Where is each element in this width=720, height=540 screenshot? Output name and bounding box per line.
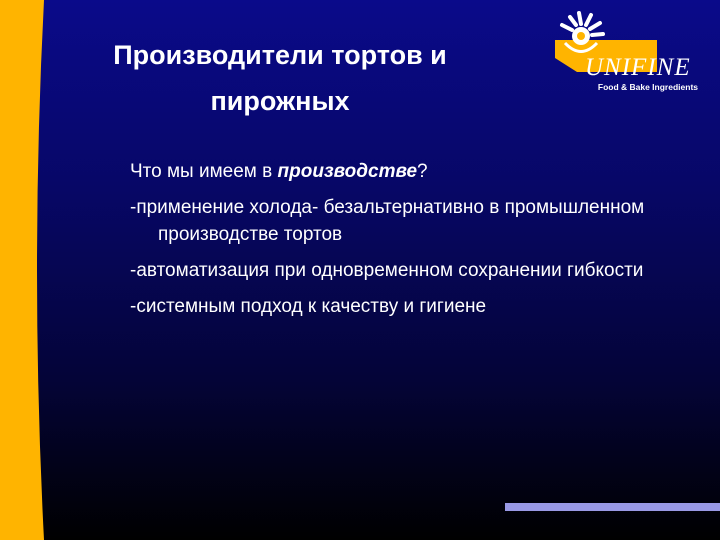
intro-line [130, 158, 650, 185]
intro-text: Что мы имеем в [130, 161, 278, 182]
title-line-1: Производители тортов и [113, 40, 447, 70]
slide-body [130, 158, 650, 329]
title-line-2: пирожных [210, 86, 350, 116]
bullet-item: -применение холода- безальтернативно в промышленном производстве тортов [130, 197, 645, 245]
unifine-logo [555, 10, 700, 100]
bullet-item: -автоматизация при одновременном сохранении гибкости [130, 260, 644, 281]
left-orange-band [0, 0, 60, 540]
slide-title [70, 32, 490, 124]
logo-wordmark: UNIFINE [585, 54, 691, 81]
intro-question-mark: ? [417, 161, 428, 182]
intro-emphasis: производстве [277, 161, 418, 182]
bottom-accent-rule [505, 503, 720, 511]
logo-tagline: Food & Bake Ingredients [597, 82, 698, 92]
bullet-item: -системным подход к качеству и гигиене [130, 296, 487, 317]
